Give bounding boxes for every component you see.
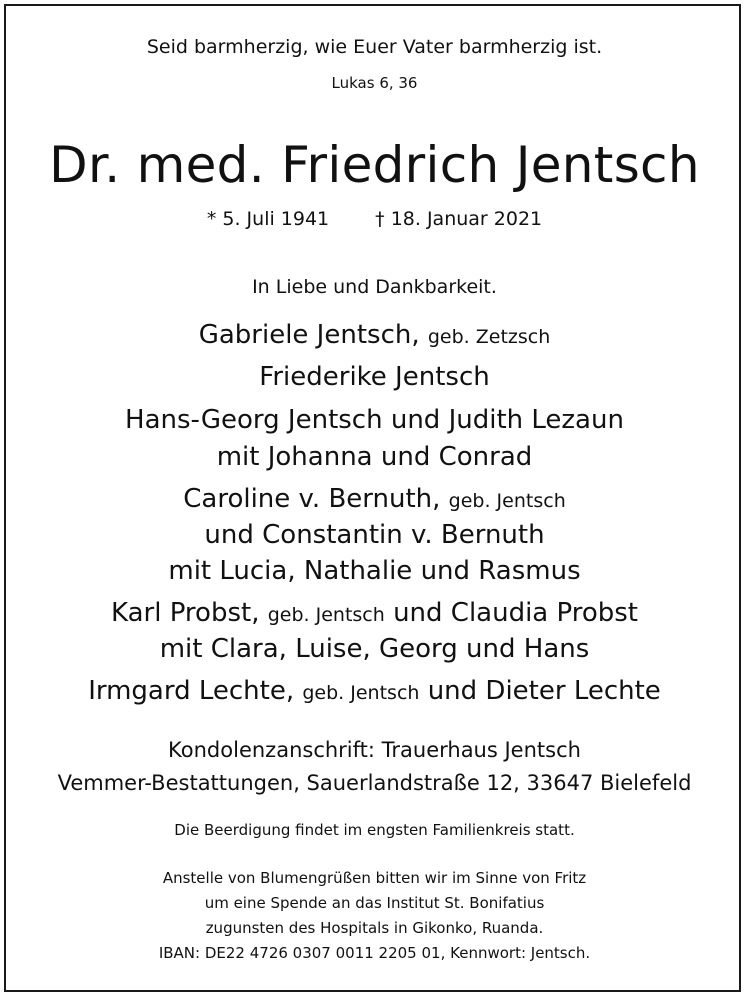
mourner-line [0,678,749,704]
mourner-line: mit Clara, Luise, Georg und Hans [159,634,590,664]
funeral-note: Die Beerdigung findet im engsten Familienkreis statt. [174,821,575,839]
mourner-name: Gabriele Jentsch, [198,320,420,350]
mourner-name: Irmgard Lechte, [88,676,295,706]
deceased-name: Dr. med. Friedrich Jentsch [49,136,700,194]
bible-verse: Seid barmherzig, wie Euer Vater barmherzig ist. [146,36,603,58]
birth-date: * 5. Juli 1941 [206,208,330,230]
donation-iban: IBAN: DE22 4726 0307 0011 2205 01, Kennwort: Jentsch. [158,944,591,962]
mourner-line: Friederike Jentsch [259,362,490,392]
mourner-line: mit Johanna und Conrad [216,442,533,472]
maiden-name: geb. Zetzsch [427,326,551,348]
donation-text: zugunsten des Hospitals in Gikonko, Ruanda. [205,919,544,937]
mourner-line: und Constantin v. Bernuth [204,520,545,550]
maiden-name: geb. Jentsch [302,682,420,704]
mourner-line [0,486,749,512]
mourner-line [0,600,749,626]
condolence-address: Kondolenzanschrift: Trauerhaus Jentsch [168,738,581,762]
dedication: In Liebe und Dankbarkeit. [252,276,497,298]
death-date: † 18. Januar 2021 [375,208,543,230]
maiden-name: geb. Jentsch [267,604,385,626]
mourner-name: und Claudia Probst [393,598,638,628]
mourner-line: Hans-Georg Jentsch und Judith Lezaun [125,405,624,435]
mourner-name: und Dieter Lechte [427,676,661,706]
bible-reference: Lukas 6, 36 [331,74,418,92]
mourner-name: Caroline v. Bernuth, [183,484,441,514]
donation-text: Anstelle von Blumengrüßen bitten wir im Sinne von Fritz [162,869,587,887]
donation-text: um eine Spende an das Institut St. Bonifatius [204,894,545,912]
life-dates [0,210,749,229]
mourner-name: Karl Probst, [111,598,260,628]
mourner-line [0,322,749,348]
maiden-name: geb. Jentsch [448,490,566,512]
mourner-line: mit Lucia, Nathalie und Rasmus [168,556,581,586]
condolence-address: Vemmer-Bestattungen, Sauerlandstraße 12, 33647 Bielefeld [57,771,692,795]
